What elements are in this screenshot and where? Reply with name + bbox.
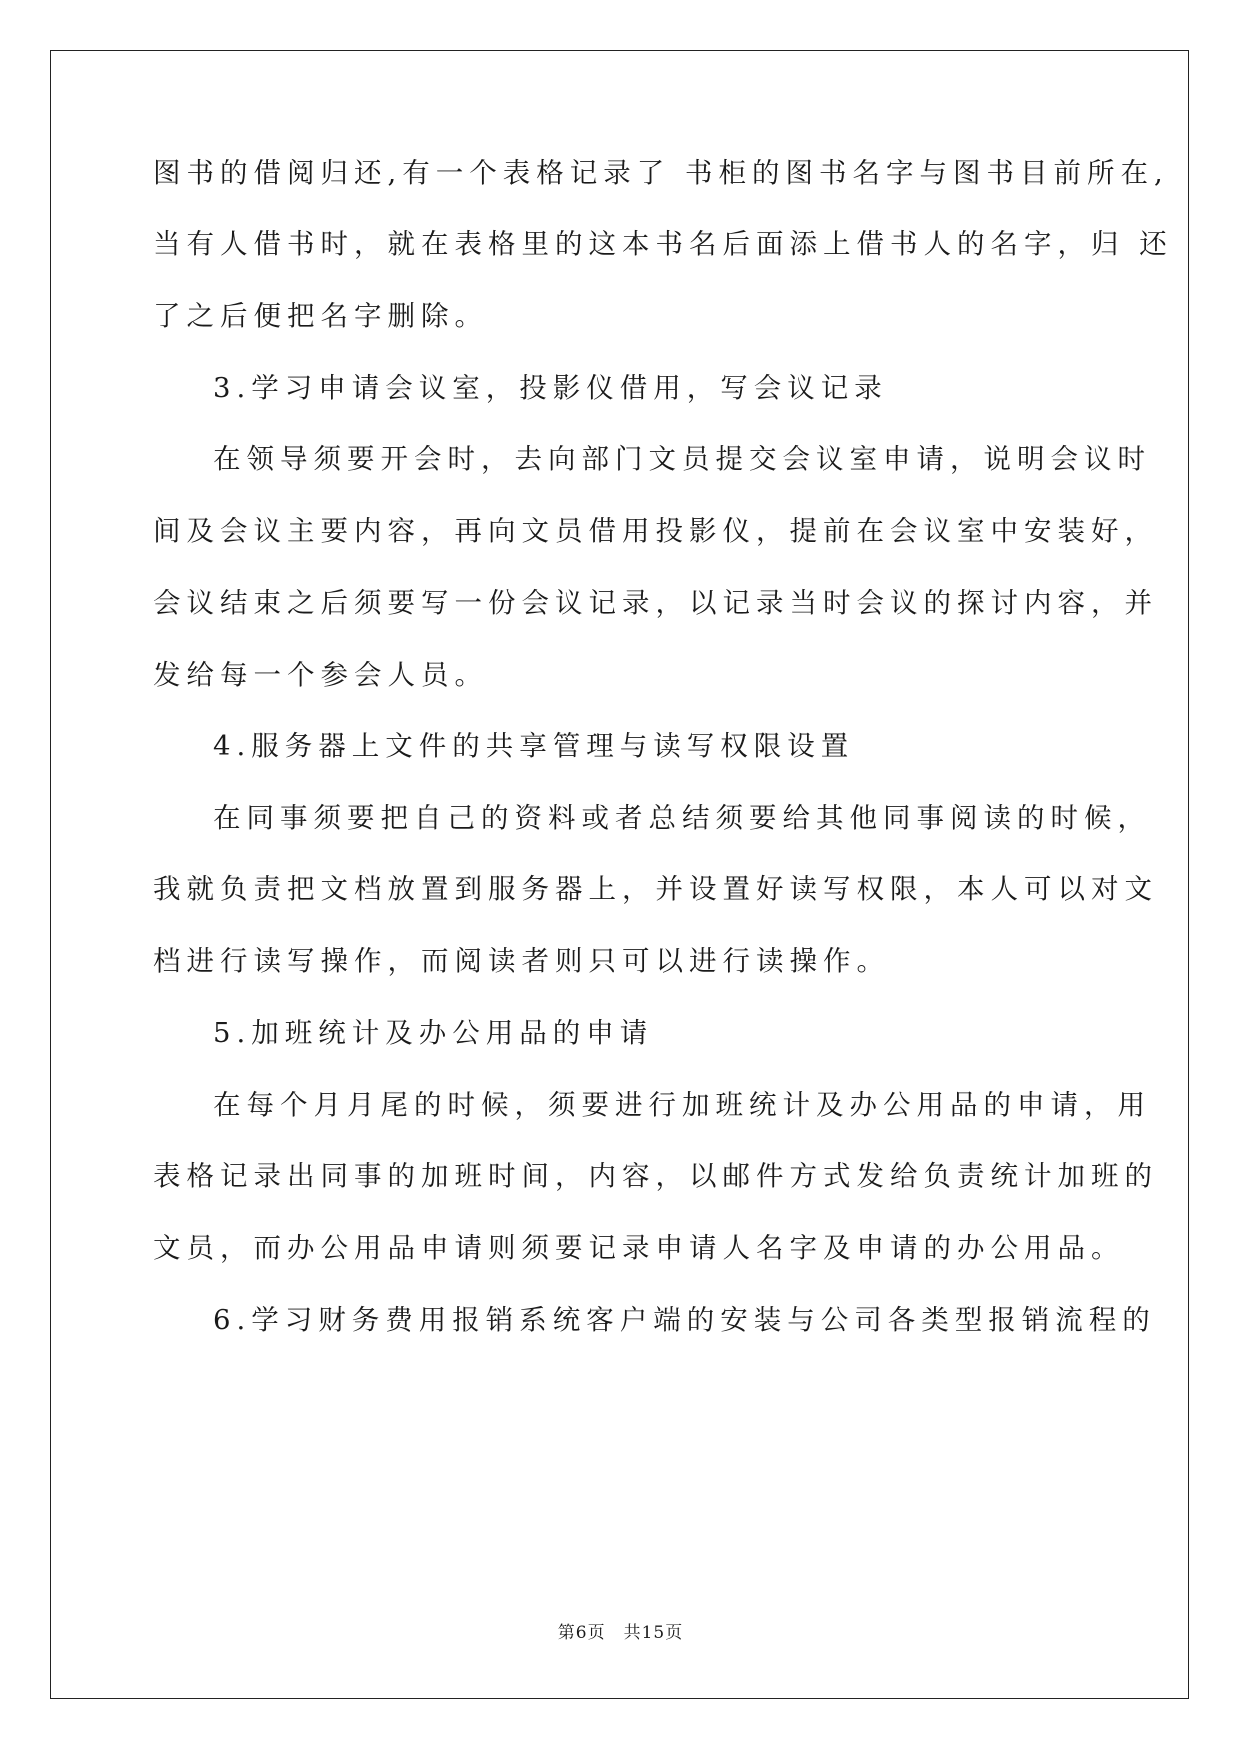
paragraph-line: 当有人借书时，就在表格里的这本书名后面添上借书人的名字，归 还 — [153, 228, 1173, 260]
paragraph-line: 图书的借阅归还,有一个表格记录了 书柜的图书名字与图书目前所在, — [153, 157, 1169, 189]
page-number: 第6页 — [557, 1623, 606, 1643]
paragraph-line: 间及会议主要内容，再向文员借用投影仪，提前在会议室中安装好， — [153, 515, 1158, 547]
section-heading: 3.学习申请会议室，投影仪借用，写会议记录 — [213, 372, 888, 404]
section-heading: 6.学习财务费用报销系统客户端的安装与公司各类型报销流程的 — [213, 1304, 1156, 1336]
paragraph-line: 档进行读写操作，而阅读者则只可以进行读操作。 — [153, 945, 890, 977]
paragraph-line: 会议结束之后须要写一份会议记录，以记录当时会议的探讨内容，并 — [153, 587, 1158, 619]
paragraph-line: 了之后便把名字删除。 — [153, 300, 488, 332]
section-heading: 4.服务器上文件的共享管理与读写权限设置 — [213, 730, 855, 762]
section-heading: 5.加班统计及办公用品的申请 — [213, 1017, 654, 1049]
page-footer — [0, 1618, 1241, 1643]
paragraph-line: 文员，而办公用品申请则须要记录申请人名字及申请的办公用品。 — [153, 1232, 1125, 1264]
page-total: 共15页 — [623, 1623, 684, 1643]
paragraph-line: 表格记录出同事的加班时间，内容，以邮件方式发给负责统计加班的 — [153, 1160, 1158, 1192]
paragraph-line: 在每个月月尾的时候，须要进行加班统计及办公用品的申请，用 — [213, 1089, 1151, 1121]
paragraph-line: 在领导须要开会时，去向部门文员提交会议室申请，说明会议时 — [213, 443, 1151, 475]
paragraph-line: 发给每一个参会人员。 — [153, 659, 488, 691]
paragraph-line: 我就负责把文档放置到服务器上，并设置好读写权限，本人可以对文 — [153, 873, 1158, 905]
paragraph-line: 在同事须要把自己的资料或者总结须要给其他同事阅读的时候， — [213, 802, 1151, 834]
